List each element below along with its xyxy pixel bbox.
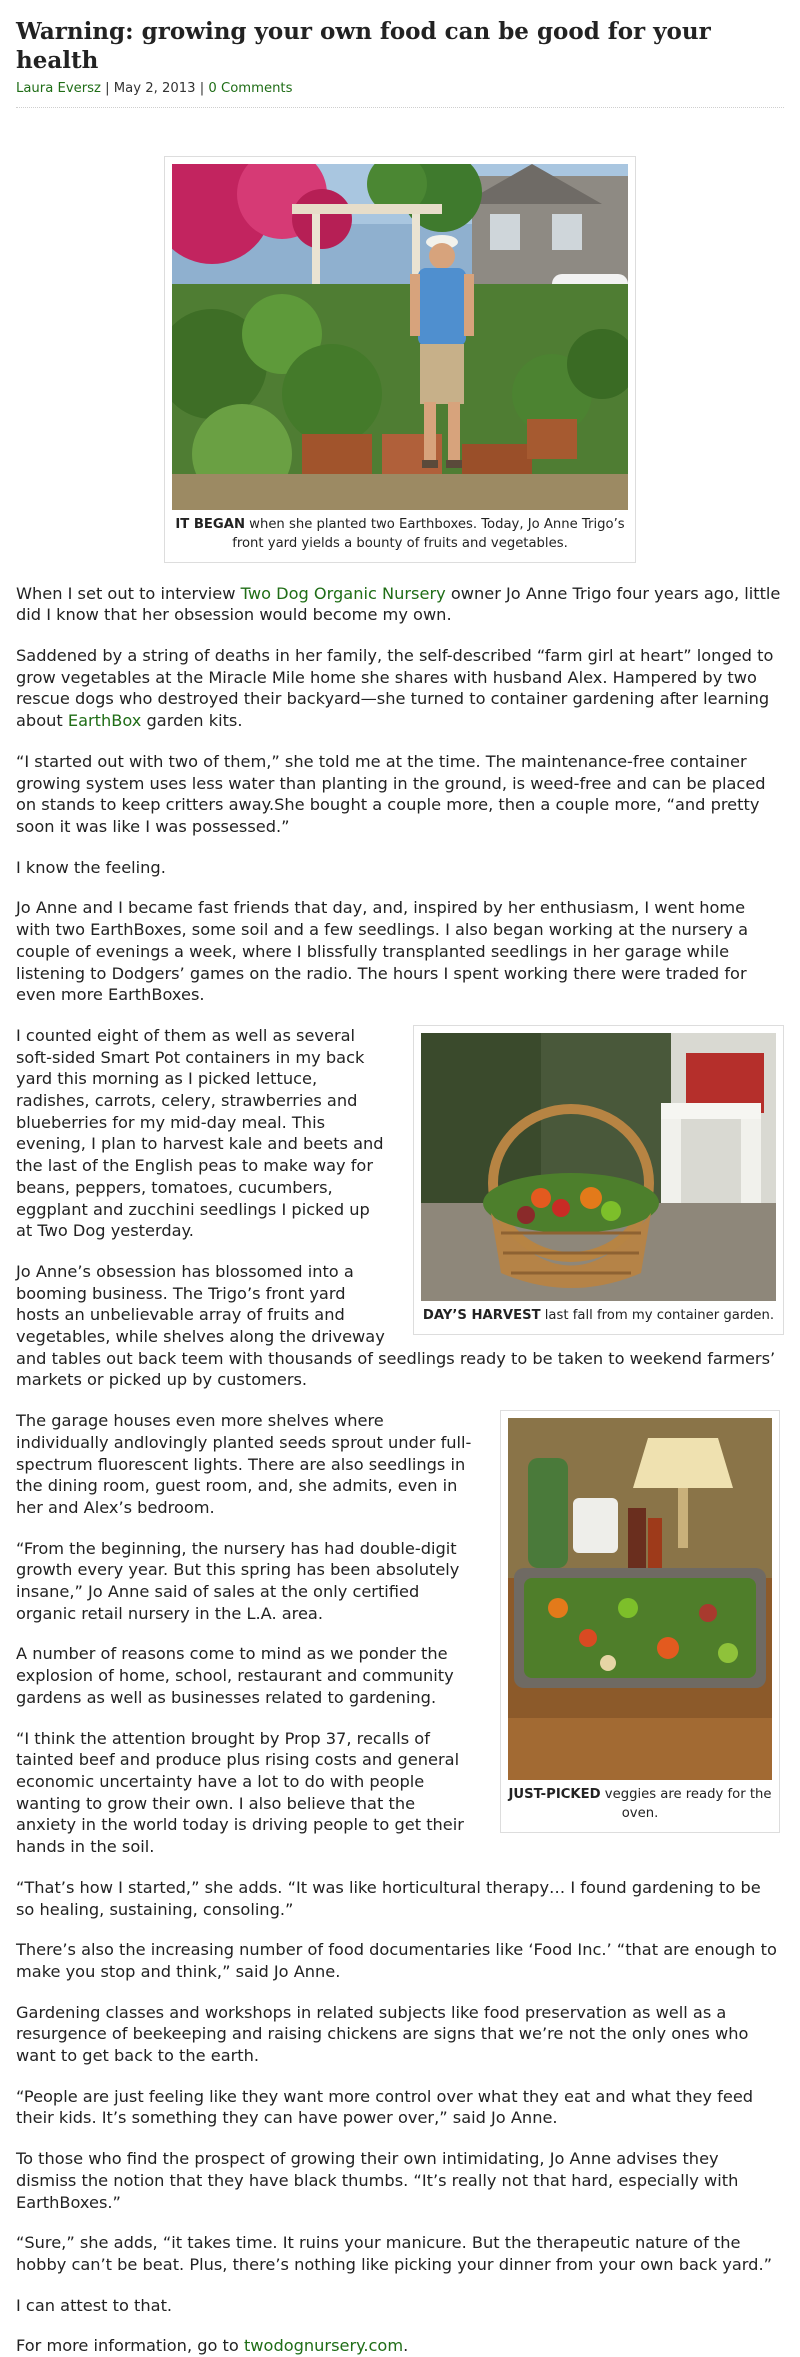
paragraph [16,583,784,626]
article-title: Warning: growing your own food can be good for your health [16,18,711,74]
paragraph [16,2335,784,2357]
paragraph: Jo Anne and I became fast friends that day, and, inspired by her enthusiasm, I went home with two EarthBoxes, some soil and a few seedlings. I also began working at the nursery a couple of evenings a week, where I blissfully transplanted seedlings in her garage while listening to Dodgers’ games on the radio. The hours I spent working there were traded for even more EarthBoxes. [16,898,749,1005]
paragraph: “I started out with two of them,” she told me at the time. The maintenance-free container growing system uses less water than planting in the ground, is weed-free and can be placed on stands to keep critters away.She bought a couple more, then a couple more, “and pretty soon it was like I was possessed.” [16,751,766,836]
caption-lead: JUST-PICKED [508,1787,601,1803]
paragraph: I know the feeling. [16,857,166,877]
harvest-basket-photo [421,1033,776,1301]
paragraph [16,645,784,732]
paragraph: The garage houses even more shelves where individually andlovingly planted seeds sprout under full-spectrum fluorescent lights. There are also seedlings in the dining room, guest room, and, she admits, even in her and Alex’s bedroom. [16,1411,472,1517]
paragraph: “Sure,” she adds, “it takes time. It ruins your manicure. But the therapeutic nature of the hobby can’t be beat. Plus, there’s nothing like picking your dinner from your own back yard.” [16,2233,772,2274]
paragraph-text: garden kits. [141,711,243,731]
paragraph: There’s also the increasing number of food documentaries like ‘Food Inc.’ “that are enough to make you stop and think,” said Jo Anne. [16,1940,777,1981]
front-yard-photo [172,164,628,510]
comments-link[interactable]: 0 Comments [208,80,293,96]
figure-caption [172,516,628,553]
paragraph: “People are just feeling like they want more control over what they eat and what they feed their kids. It’s something they can have power over,” said Jo Anne. [16,2086,754,2128]
figure-harvest-basket [413,1025,784,1335]
paragraph: Gardening classes and workshops in related subjects like food preservation as well as a resurgence of beekeeping and raising chickens are signs that we’re not the only ones who want to get back to the earth. [16,2002,749,2066]
figure-veggies-pan [500,1410,780,1832]
author-link[interactable]: Laura Eversz [16,80,101,96]
paragraph-text: . [403,2336,409,2356]
caption-text: last fall from my container garden. [540,1307,775,1323]
paragraph: I counted eight of them as well as several soft-sided Smart Pot containers in my back yard this morning as I picked lettuce, radishes, carrots, celery, strawberries and blueberries for my mid-day meal. This evening, I plan to harvest kale and beets and the last of the English peas to make way for beans, peppers, tomatoes, cucumbers, eggplant and zucchini seedlings I picked up at Two Dog yesterday. [16,1025,384,1241]
paragraph-text: owner Jo Anne Trigo four years ago, little did I know that her obsession would become my own. [16,583,781,625]
caption-lead: IT BEGAN [175,517,245,533]
twodognursery-link[interactable]: twodognursery.com [243,2336,404,2356]
paragraph: Jo Anne’s obsession has blossomed into a booming business. The Trigo’s front yard hosts an unbelievable array of fruits and vegetables, while shelves along the driveway and tables out back teem with thousands of seedlings ready to be taken to weekend farmers’ markets or picked up by customers. [16,1261,776,1390]
paragraph-text: For more information, go to [16,2336,244,2356]
meta-separator: | [195,80,209,96]
caption-lead: DAY’S HARVEST [422,1307,541,1323]
caption-text: veggies are ready for the oven. [600,1787,772,1821]
veggies-pan-photo [508,1418,772,1780]
two-dog-nursery-link[interactable]: Two Dog Organic Nursery [240,583,446,603]
caption-text: when she planted two Earthboxes. Today, Jo Anne Trigo’s front yard yields a bounty of fruits and vegetables. [232,517,625,551]
meta-separator: | [100,80,114,96]
article-meta [16,80,784,109]
paragraph-text: Saddened by a string of deaths in her family, the self-described “farm girl at heart” longed to grow vegetables at the Miracle Mile home she shares with husband Alex. Hampered by two rescue dogs who destroyed their backyard—she turned to container gardening after learning about [16,646,774,731]
paragraph: I can attest to that. [16,2295,173,2315]
figure-front-yard [164,156,636,562]
paragraph: To those who find the prospect of growing their own intimidating, Jo Anne advises they dismiss the notion that they have black thumbs. “It’s really not that hard, especially with EarthBoxes.” [16,2149,739,2212]
figure-caption [421,1307,776,1326]
paragraph-text: When I set out to interview [16,583,241,603]
paragraph: A number of reasons come to mind as we ponder the explosion of home, school, restaurant and community gardens as well as businesses related to gardening. [16,1644,454,1707]
paragraph: “That’s how I started,” she adds. “It was like horticultural therapy… I found gardening to be so healing, sustaining, consoling.” [16,1877,761,1919]
post-date: May 2, 2013 [113,80,196,96]
earthbox-link[interactable]: EarthBox [67,711,142,731]
paragraph: “From the beginning, the nursery has had double-digit growth every year. But this spring has been absolutely insane,” Jo Anne said of sales at the only certified organic retail nursery in the L.A. area. [16,1538,460,1623]
figure-caption [508,1786,772,1823]
paragraph: “I think the attention brought by Prop 37, recalls of tainted beef and produce plus rising costs and general economic uncertainty have a lot to do with people wanting to grow their own. I also believe that the anxiety in the world today is driving people to get their hands in the soil. [16,1728,464,1857]
